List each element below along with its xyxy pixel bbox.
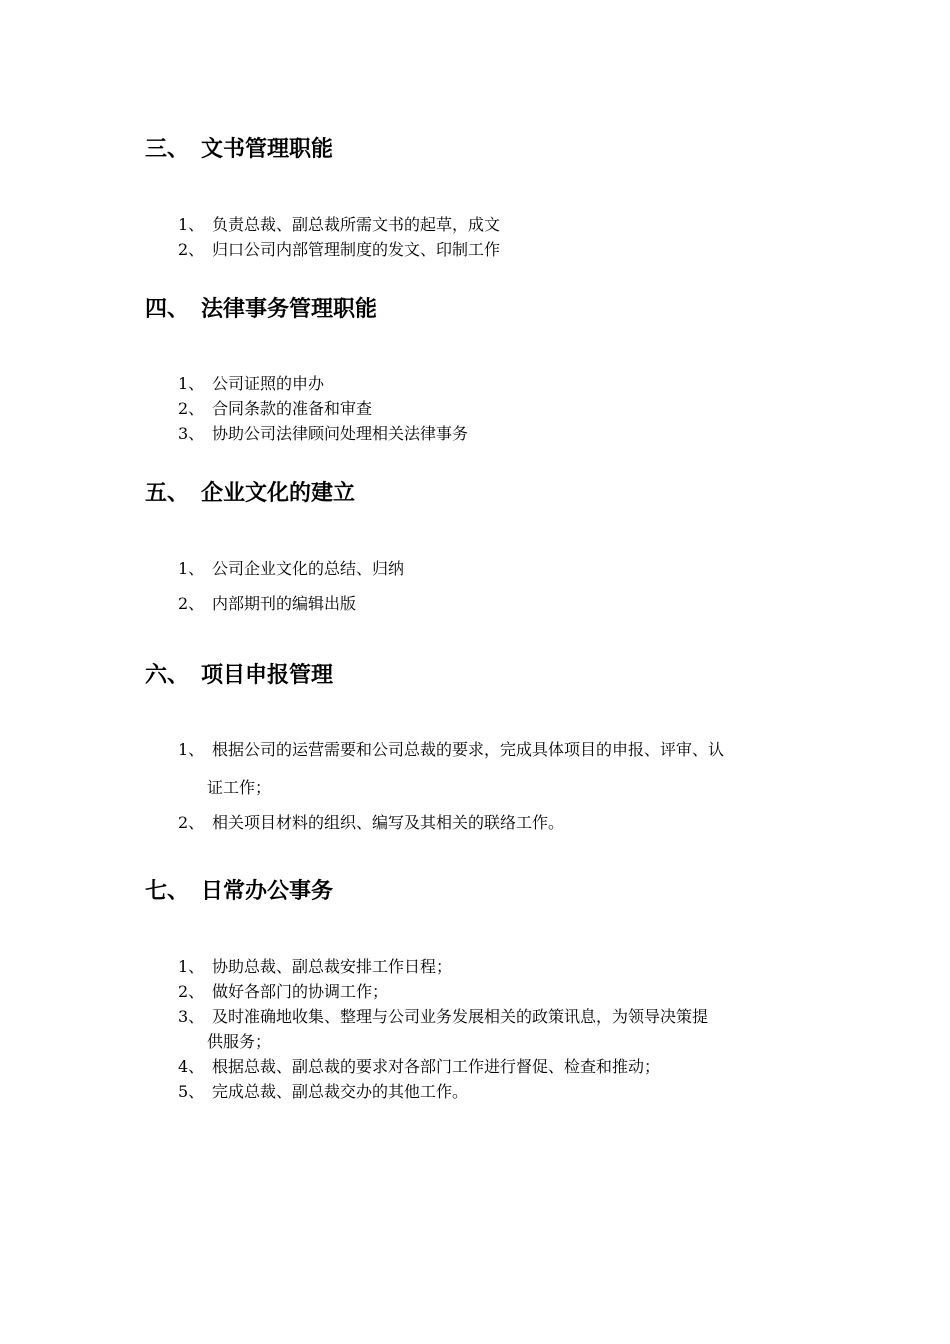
item-number: 2、 — [178, 594, 205, 613]
section-heading — [145, 480, 355, 508]
section-number: 四、 — [145, 297, 190, 322]
item-number: 1、 — [178, 374, 205, 393]
item-text: 做好各部门的协调工作； — [212, 982, 389, 1001]
item-text: 相关项目材料的组织、编写及其相关的联络工作。 — [212, 813, 565, 832]
list-item — [178, 812, 564, 834]
section-heading — [145, 136, 333, 164]
item-number: 2、 — [178, 240, 205, 259]
list-item — [178, 239, 500, 261]
item-text: 公司企业文化的总结、归纳 — [212, 559, 405, 578]
section-number: 三、 — [145, 137, 190, 162]
list-item — [178, 593, 356, 615]
list-item — [178, 1006, 708, 1028]
section-title: 法律事务管理职能 — [201, 297, 378, 322]
item-number: 1、 — [178, 215, 205, 234]
item-text: 协助公司法律顾问处理相关法律事务 — [212, 424, 469, 443]
item-number: 5、 — [178, 1082, 205, 1101]
item-text: 根据公司的运营需要和公司总裁的要求，完成具体项目的申报、评审、认 — [212, 740, 725, 759]
item-text-continuation: 供服务； — [207, 1032, 272, 1051]
section-number: 七、 — [145, 879, 190, 904]
section-title: 企业文化的建立 — [201, 481, 356, 506]
item-number: 4、 — [178, 1057, 205, 1076]
item-number: 3、 — [178, 1007, 205, 1026]
item-text: 及时准确地收集、整理与公司业务发展相关的政策讯息，为领导决策提 — [212, 1007, 709, 1026]
item-text: 负责总裁、副总裁所需文书的起草，成文 — [212, 215, 501, 234]
item-text: 内部期刊的编辑出版 — [212, 594, 357, 613]
list-item — [178, 739, 724, 761]
item-text: 完成总裁、副总裁交办的其他工作。 — [212, 1082, 469, 1101]
item-text-continuation: 证工作； — [207, 778, 272, 797]
list-item — [178, 558, 404, 580]
list-item — [178, 981, 388, 1003]
section-number: 五、 — [145, 481, 190, 506]
section-heading — [145, 878, 333, 906]
item-text: 合同条款的准备和审查 — [212, 399, 373, 418]
item-number: 1、 — [178, 740, 205, 759]
item-number: 3、 — [178, 424, 205, 443]
section-title: 项目申报管理 — [201, 663, 334, 688]
list-item — [178, 398, 372, 420]
list-item — [178, 1081, 468, 1103]
item-text: 协助总裁、副总裁安排工作日程； — [212, 957, 453, 976]
item-number: 2、 — [178, 399, 205, 418]
item-number: 2、 — [178, 982, 205, 1001]
list-item — [178, 956, 452, 978]
list-item — [178, 214, 500, 236]
section-title: 日常办公事务 — [201, 879, 334, 904]
item-number: 2、 — [178, 813, 205, 832]
section-title: 文书管理职能 — [201, 137, 334, 162]
item-text: 根据总裁、副总裁的要求对各部门工作进行督促、检查和推动； — [212, 1057, 661, 1076]
item-text: 归口公司内部管理制度的发文、印制工作 — [212, 240, 501, 259]
item-text: 公司证照的申办 — [212, 374, 325, 393]
section-number: 六、 — [145, 663, 190, 688]
list-item — [178, 373, 324, 395]
list-item — [178, 1056, 660, 1078]
list-item — [178, 423, 468, 445]
section-heading — [145, 662, 333, 690]
section-heading — [145, 296, 377, 324]
item-number: 1、 — [178, 559, 205, 578]
item-number: 1、 — [178, 957, 205, 976]
